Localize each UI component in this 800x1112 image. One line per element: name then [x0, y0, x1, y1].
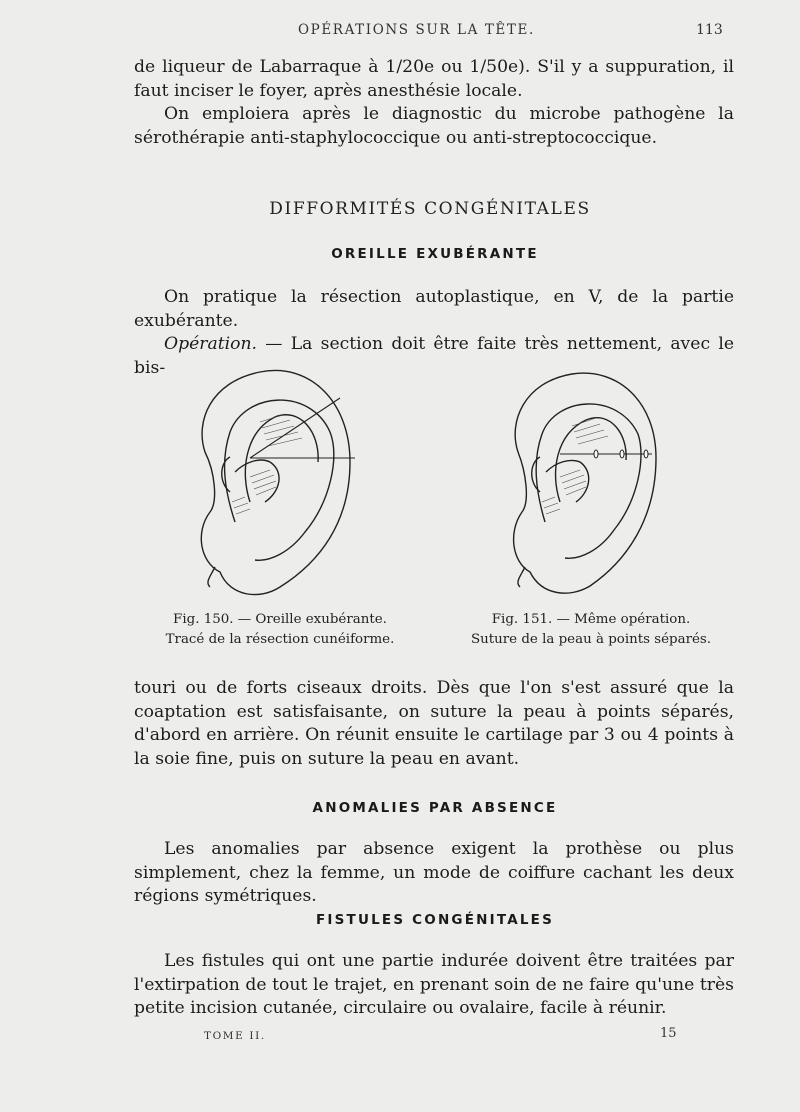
- section-title: DIFFORMITÉS CONGÉNITALES: [269, 199, 591, 219]
- absence-block: [134, 838, 734, 909]
- figure-151-label: Fig. 151. — Même opération.: [491, 612, 691, 627]
- oreille-continuation-block: [134, 677, 734, 771]
- figure-150-label: Fig. 150. — Oreille exubérante.: [173, 612, 387, 627]
- fistules-paragraph: Les fistules qui ont une partie indurée doivent être traitées par l'extirpation de tout le trajet, en prenant soin de ne faire qu'une très petite incision cutanée, circulaire ou ovalaire, facile à réunir.: [134, 951, 734, 1019]
- oreille-continuation-paragraph: touri ou de forts ciseaux droits. Dès que l'on s'est assuré que la coaptation est satisfaisante, on suture la peau à points séparés, d'abord en arrière. On réunit ensuite le cartilage par 3 ou 4 points à la soie fine, puis on suture la peau en avant.: [134, 678, 734, 769]
- heading-fistules-congenitales: FISTULES CONGÉNITALES: [315, 912, 555, 928]
- figure-150-description: Tracé de la résection cunéiforme.: [165, 632, 395, 647]
- page-number: 113: [696, 22, 723, 38]
- figure-151-description: Suture de la peau à points séparés.: [470, 632, 712, 647]
- operation-text: — La section doit être faite très nettement, avec le bis-: [134, 334, 734, 378]
- running-title: OPÉRATIONS SUR LA TÊTE.: [298, 22, 535, 38]
- footer-signature: 15: [660, 1026, 677, 1041]
- figure-151-ear-illustration: [500, 362, 670, 602]
- oreille-paragraph-1: On pratique la résection autoplastique, en V, de la partie exubérante.: [134, 287, 734, 331]
- absence-paragraph: Les anomalies par absence exigent la prothèse ou plus simplement, chez la femme, un mode de coiffure cachant les deux régions symétriques.: [134, 839, 734, 907]
- intro-paragraph-1: de liqueur de Labarraque à 1/20e ou 1/50e). S'il y a suppuration, il faut inciser le foyer, après anesthésie locale.: [134, 57, 734, 101]
- figure-150-caption: [152, 610, 408, 650]
- figure-151-caption: [456, 610, 726, 650]
- figure-150-ear-illustration: [190, 362, 360, 602]
- footer-volume: TOME II.: [204, 1030, 266, 1042]
- fistules-block: [134, 950, 734, 1021]
- heading-oreille-exuberante: OREILLE EXUBÉRANTE: [331, 246, 539, 262]
- heading-anomalies-par-absence: ANOMALIES PAR ABSENCE: [312, 800, 558, 816]
- intro-paragraph-2: On emploiera après le diagnostic du microbe pathogène la sérothérapie anti-staphylococcique ou anti-streptococcique.: [134, 104, 734, 148]
- operation-label: Opération.: [164, 334, 258, 355]
- intro-block: [134, 56, 734, 150]
- running-head: [0, 22, 800, 44]
